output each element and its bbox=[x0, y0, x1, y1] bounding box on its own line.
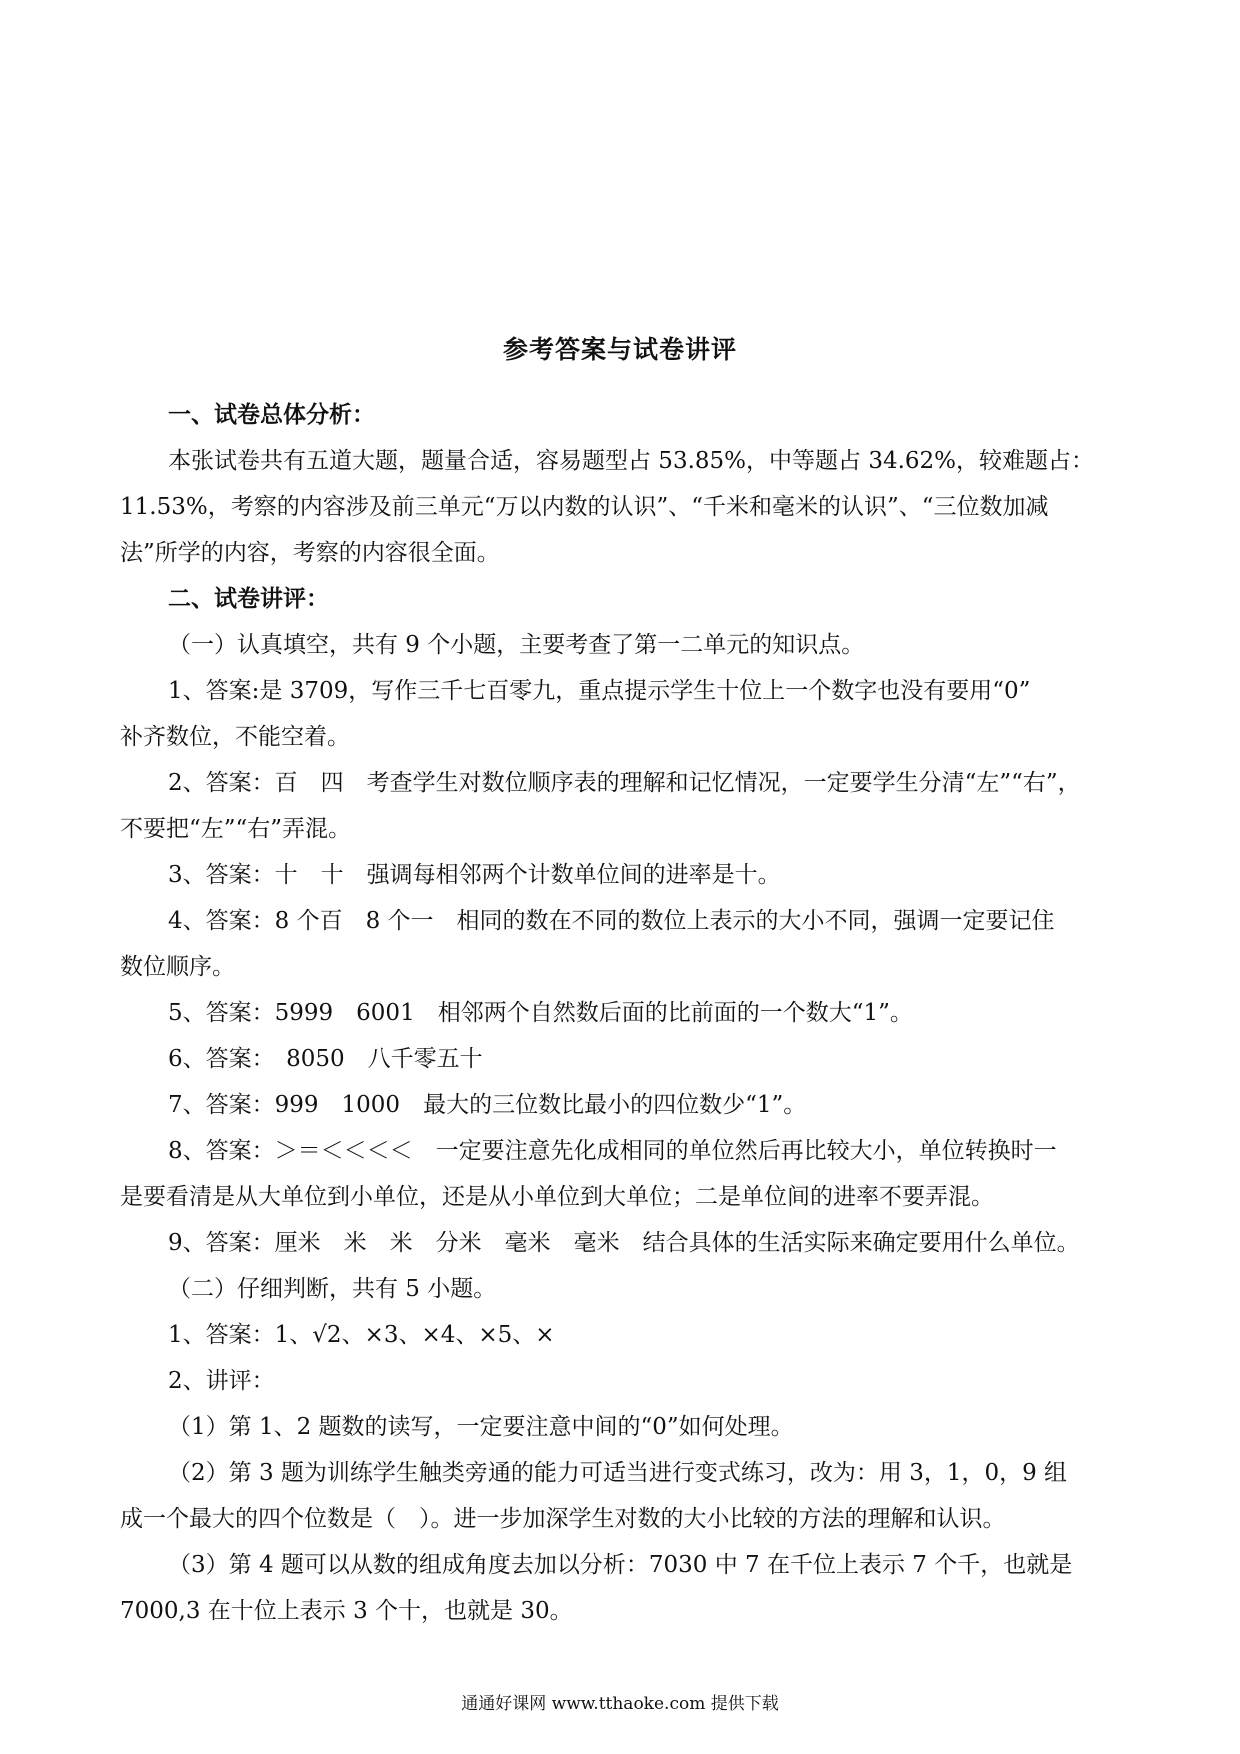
answer-item-1: 1、答案:是 3709，写作三千七百零九，重点提示学生十位上一个数字也没有要用“0” bbox=[168, 678, 1031, 704]
answer-item-8: 8、答案：＞＝＜＜＜＜ 一定要注意先化成相同的单位然后再比较大小，单位转换时一 bbox=[168, 1138, 1057, 1164]
paragraph-line: 本张试卷共有五道大题，题量合适，容易题型占 53.85%，中等题占 34.62%，较难题占： bbox=[168, 448, 1095, 474]
answer-item-4: 4、答案：8 个百 8 个一 相同的数在不同的数位上表示的大小不同，强调一定要记住 bbox=[168, 908, 1055, 934]
answer-item-1-cont: 补齐数位，不能空着。 bbox=[120, 724, 350, 750]
review-item-3-cont: 7000,3 在十位上表示 3 个十，也就是 30。 bbox=[120, 1598, 573, 1624]
page-footer: 通通好课网 www.tthaoke.com 提供下载 bbox=[461, 1694, 779, 1714]
answer-item-9: 9、答案：厘米 米 米 分米 毫米 毫米 结合具体的生活实际来确定要用什么单位。 bbox=[168, 1230, 1080, 1256]
true-false-answer: 1、答案：1、√2、×3、×4、×5、× bbox=[168, 1322, 555, 1348]
answer-item-2-cont: 不要把“左”“右”弄混。 bbox=[120, 816, 352, 842]
answer-item-2: 2、答案：百 四 考查学生对数位顺序表的理解和记忆情况，一定要学生分清“左”“右”， bbox=[168, 770, 1081, 796]
answer-item-4-cont: 数位顺序。 bbox=[120, 954, 235, 980]
section-heading-paper-review: 二、试卷讲评： bbox=[168, 585, 329, 612]
subsection-true-false: （二）仔细判断，共有 5 小题。 bbox=[168, 1276, 497, 1302]
review-label: 2、讲评： bbox=[168, 1368, 275, 1394]
answer-item-6: 6、答案： 8050 八千零五十 bbox=[168, 1046, 483, 1072]
review-item-1: （1）第 1、2 题数的读写，一定要注意中间的“0”如何处理。 bbox=[168, 1414, 794, 1440]
answer-item-3: 3、答案：十 十 强调每相邻两个计数单位间的进率是十。 bbox=[168, 862, 781, 888]
page-title: 参考答案与试卷讲评 bbox=[502, 335, 737, 364]
review-item-2-cont: 成一个最大的四个位数是（ ）。进一步加深学生对数的大小比较的方法的理解和认识。 bbox=[120, 1506, 1006, 1532]
paragraph-line: 11.53%，考察的内容涉及前三单元“万以内数的认识”、“千米和毫米的认识”、“三位数加减 bbox=[120, 494, 1049, 520]
answer-item-5: 5、答案：5999 6001 相邻两个自然数后面的比前面的一个数大“1”。 bbox=[168, 1000, 913, 1026]
section-heading-overall-analysis: 一、试卷总体分析： bbox=[168, 401, 375, 428]
paragraph-line: 法”所学的内容，考察的内容很全面。 bbox=[120, 540, 500, 566]
answer-item-8-cont: 是要看清是从大单位到小单位，还是从小单位到大单位；二是单位间的进率不要弄混。 bbox=[120, 1184, 994, 1210]
subsection-fill-blanks: （一）认真填空，共有 9 个小题，主要考查了第一二单元的知识点。 bbox=[168, 632, 865, 658]
document-body bbox=[120, 392, 1128, 1634]
answer-item-7: 7、答案：999 1000 最大的三位数比最小的四位数少“1”。 bbox=[168, 1092, 807, 1118]
review-item-3: （3）第 4 题可以从数的组成角度去加以分析：7030 中 7 在千位上表示 7 个千，也就是 bbox=[168, 1552, 1073, 1578]
review-item-2: （2）第 3 题为训练学生触类旁通的能力可适当进行变式练习，改为：用 3，1，0，9 组 bbox=[168, 1460, 1068, 1486]
